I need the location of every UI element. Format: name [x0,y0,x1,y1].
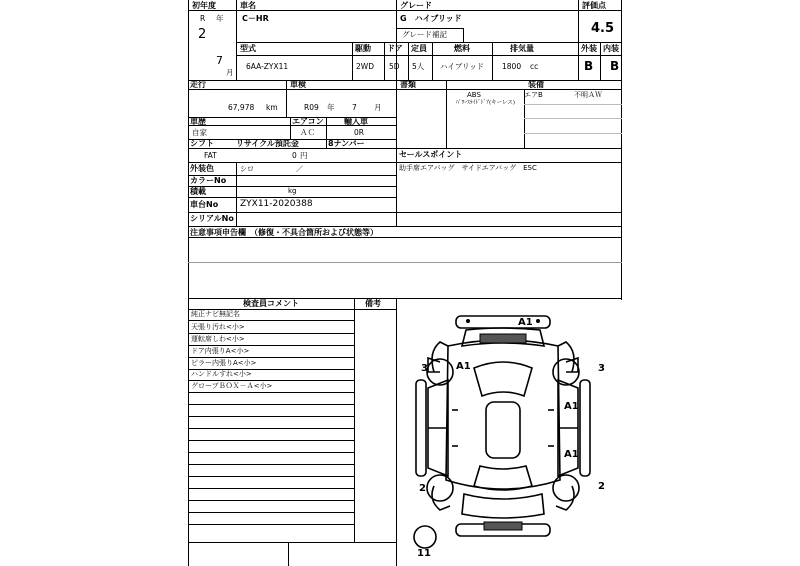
damage-mark-right-rear-wheel: 2 [598,481,605,492]
displacement-label: 排気量 [510,44,534,53]
damage-mark-left-front: A1 [456,361,471,372]
exterior-label: 外装 [581,44,597,53]
equipment-airbag: エアB [524,91,543,99]
sales-point: 助手席エアバッグ サイドエアバッグ ESC [399,164,537,172]
damage-mark-left-rear-wheel: 2 [419,483,426,494]
car-name-label: 車名 [240,1,256,10]
doors: 5D [389,62,400,71]
model: 6AA-ZYX11 [246,62,289,71]
documents-label: 書類 [400,80,416,89]
capacity: 5人 [412,62,425,71]
history: 自家 [192,128,207,137]
equipment-label: 装備 [528,80,544,89]
inspector-comment-label: 検査員コメント [243,299,299,308]
comment-item: ハンドルすれ<小> [191,370,252,378]
chassis: ZYX11-2020388 [240,199,313,209]
comment-item: 運転席しわ<小> [191,335,245,343]
color-no-label: カラーNo [190,176,227,185]
car-damage-diagram [188,0,622,566]
damage-mark-spare: 11 [417,548,431,559]
equipment-abs: ABS [467,91,481,99]
grade-label: グレード [400,1,432,10]
drive: 2WD [356,62,374,71]
notes-label: 注意事項申告欄 （修復・不具合箇所および状態等） [190,228,378,237]
first-reg-month: 7 [216,54,223,67]
load-unit: kg [288,187,297,195]
aircon: ＡＣ [300,128,315,137]
first-reg-year-unit: 年 [216,14,224,23]
doors-label: ドア [387,44,403,53]
color: シロ [240,165,254,173]
inspection-month-unit: 月 [374,103,382,112]
chassis-label: 車台No [190,200,219,209]
recycle-label: リサイクル預託金 [236,139,299,148]
model-label: 型式 [240,44,256,53]
mileage-label: 走行 [190,80,206,89]
score: 4.5 [591,21,615,36]
grade: G ハイブリッド [400,14,462,23]
recycle: 0 [292,151,297,160]
first-reg-year: 2 [198,27,207,42]
displacement-unit: cc [530,62,539,71]
equipment-aw: 不明ＡＷ [574,91,602,99]
recycle-unit: 円 [300,151,308,160]
sales-point-label: セールスポイント [399,150,463,159]
auction-sheet [188,0,622,566]
import: 0R [354,128,364,137]
number8-label: 8ナンバー [328,139,365,148]
load-label: 積載 [190,187,206,196]
car-name: C－HR [242,14,269,23]
inspection-label: 車検 [290,80,306,89]
comment-item: ピラー内張りA<小> [191,359,257,367]
comment-item: 天張り汚れ<小> [191,323,245,331]
first-reg-month-unit: 月 [226,68,234,77]
interior-label: 内装 [603,44,619,53]
import-label: 輸入車 [344,117,368,126]
comment-item: グローブＢＯＸ－Ａ<小> [191,382,273,390]
grade-note-label: グレード補記 [402,30,447,39]
damage-mark-right-front-door: A1 [564,401,579,412]
damage-mark-right-rear-door: A1 [564,449,579,460]
shift: FAT [204,151,217,160]
first-reg-label: 初年度 [192,1,216,10]
inspection-year-unit: 年 [327,103,335,112]
inspection-month: 7 [352,103,357,112]
displacement: 1800 [502,62,522,71]
comment-item: ドア内張りA<小> [191,347,250,355]
mileage: 67,978 [228,103,255,112]
shift-label: シフト [190,139,214,148]
color-slash: ／ [296,165,303,173]
damage-mark-right-front-wheel: 3 [598,363,605,374]
capacity-label: 定員 [411,44,427,53]
equipment-keyless: ﾊﾟﾜｰｽﾗｲﾄﾞﾄﾞｱ(キーレス) [456,100,516,106]
damage-mark-left-front-wheel: 3 [421,363,428,374]
fuel: ハイブリッド [440,62,485,71]
score-label: 評価点 [582,1,606,10]
serial-label: シリアルNo [190,214,234,223]
drive-label: 駆動 [355,44,371,53]
interior-grade: B [610,59,620,73]
color-label: 外装色 [190,164,214,173]
fuel-label: 燃料 [454,44,470,53]
inspection-era: R09 [304,103,319,112]
comment-item: 純正ナビ無記名 [191,310,240,318]
history-label: 車歴 [190,117,206,126]
aircon-label: エアコン [292,117,324,126]
damage-mark-front: A1 [518,317,533,328]
remarks-label: 備考 [365,299,381,308]
exterior-grade: B [584,59,594,73]
first-reg-era: R [200,14,206,23]
mileage-unit: km [266,103,278,112]
